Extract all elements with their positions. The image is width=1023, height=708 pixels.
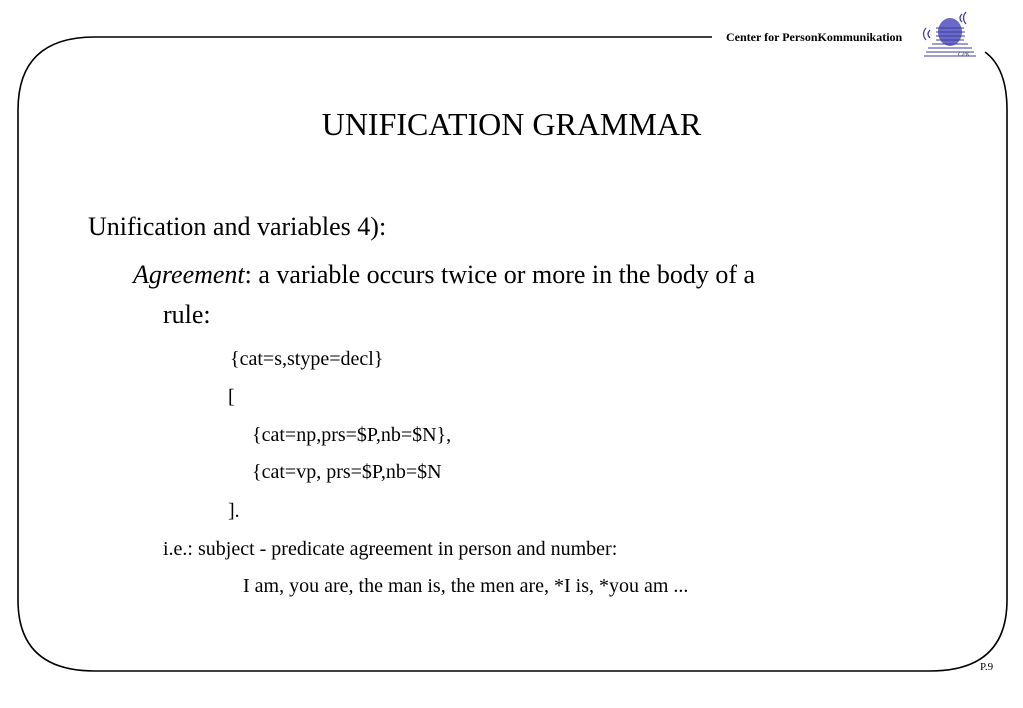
code-line-2: [ bbox=[228, 386, 235, 408]
org-name: Center for PersonKommunikation bbox=[726, 30, 903, 44]
section-heading: Unification and variables 4): bbox=[88, 212, 387, 241]
code-line-4: {cat=vp, prs=$P,nb=$N bbox=[252, 461, 442, 483]
code-line-1: {cat=s,stype=decl} bbox=[230, 348, 384, 370]
page-number: P.9 bbox=[980, 661, 994, 673]
agreement-continuation: rule: bbox=[163, 300, 211, 329]
slide-title: UNIFICATION GRAMMAR bbox=[321, 106, 702, 142]
cpk-logo-icon bbox=[918, 6, 984, 68]
logo-caption: CPK bbox=[958, 52, 970, 58]
explanation-text: i.e.: subject - predicate agreement in person and number: bbox=[163, 538, 618, 560]
agreement-text: : a variable occurs twice or more in the body of a bbox=[244, 260, 756, 289]
agreement-term: Agreement bbox=[133, 260, 245, 289]
code-line-3: {cat=np,prs=$P,nb=$N}, bbox=[252, 424, 452, 446]
examples-text: I am, you are, the man is, the men are, *I is, *you am ... bbox=[243, 575, 689, 597]
agreement-definition bbox=[133, 260, 755, 290]
code-line-5: ]. bbox=[228, 500, 240, 522]
